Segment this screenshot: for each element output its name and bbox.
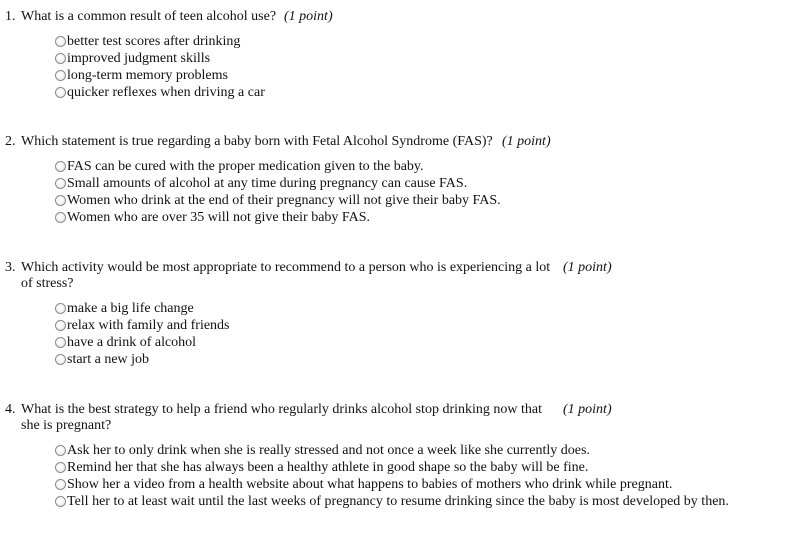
question-points: (1 point)	[284, 9, 333, 24]
answer-option-label: quicker reflexes when driving a car	[67, 84, 265, 100]
answer-option[interactable]	[55, 84, 265, 101]
question-text	[21, 260, 550, 292]
radio-button-icon[interactable]	[55, 87, 66, 98]
radio-button-icon[interactable]	[55, 161, 66, 172]
answer-option[interactable]	[55, 50, 265, 67]
radio-button-icon[interactable]	[55, 337, 66, 348]
radio-button-icon[interactable]	[55, 445, 66, 456]
radio-button-icon[interactable]	[55, 496, 66, 507]
answer-options	[55, 442, 729, 510]
question-points: (1 point)	[502, 134, 551, 149]
answer-option-label: Ask her to only drink when she is really stressed and not once a week like she currently does.	[67, 442, 590, 458]
radio-button-icon[interactable]	[55, 303, 66, 314]
question-points: (1 point)	[563, 260, 612, 275]
radio-button-icon[interactable]	[55, 53, 66, 64]
answer-option-label: improved judgment skills	[67, 50, 211, 66]
question-number: 4.	[5, 402, 16, 417]
answer-option[interactable]	[55, 33, 265, 50]
radio-button-icon[interactable]	[55, 479, 66, 490]
radio-button-icon[interactable]	[55, 212, 66, 223]
radio-button-icon[interactable]	[55, 36, 66, 47]
answer-option[interactable]	[55, 67, 265, 84]
answer-option-label: better test scores after drinking	[67, 33, 241, 49]
question-number: 1.	[5, 9, 16, 24]
radio-button-icon[interactable]	[55, 70, 66, 81]
answer-option-label: Women who are over 35 will not give their baby FAS.	[67, 209, 371, 225]
answer-option[interactable]	[55, 317, 230, 334]
answer-option-label: have a drink of alcohol	[67, 334, 197, 350]
question-text-line: What is a common result of teen alcohol use?	[21, 9, 277, 24]
answer-option-label: Show her a video from a health website about what happens to babies of mothers who drink while pregnant.	[67, 476, 673, 492]
answer-option-label: long-term memory problems	[67, 67, 228, 83]
question-points: (1 point)	[563, 402, 612, 417]
answer-option-label: Small amounts of alcohol at any time during pregnancy can cause FAS.	[67, 175, 468, 191]
answer-option-label: start a new job	[67, 351, 150, 367]
question-text-line: Which statement is true regarding a baby born with Fetal Alcohol Syndrome (FAS)?	[21, 134, 493, 149]
answer-option-label: Tell her to at least wait until the last weeks of pregnancy to resume drinking since the baby is most developed by then.	[67, 493, 729, 509]
answer-option[interactable]	[55, 442, 729, 459]
question-text	[21, 402, 542, 434]
radio-button-icon[interactable]	[55, 320, 66, 331]
question-text-line: What is the best strategy to help a friend who regularly drinks alcohol stop drinking now that	[21, 402, 542, 417]
question-text-line: Which activity would be most appropriate to recommend to a person who is experiencing a lot	[21, 260, 551, 275]
answer-option[interactable]	[55, 158, 501, 175]
answer-option-label: make a big life change	[67, 300, 194, 316]
answer-options	[55, 300, 230, 368]
answer-option-label: Remind her that she has always been a healthy athlete in good shape so the baby will be fine.	[67, 459, 589, 475]
answer-option[interactable]	[55, 351, 230, 368]
question-number: 3.	[5, 260, 16, 275]
question-number: 2.	[5, 134, 16, 149]
question-text-line: of stress?	[21, 276, 74, 291]
question-text-line: she is pregnant?	[21, 418, 112, 433]
radio-button-icon[interactable]	[55, 462, 66, 473]
answer-option[interactable]	[55, 192, 501, 209]
answer-option[interactable]	[55, 209, 501, 226]
question-text	[21, 9, 276, 25]
radio-button-icon[interactable]	[55, 195, 66, 206]
answer-options	[55, 158, 501, 226]
question-text	[21, 134, 493, 150]
answer-option[interactable]	[55, 459, 729, 476]
answer-option-label: Women who drink at the end of their pregnancy will not give their baby FAS.	[67, 192, 501, 208]
answer-option[interactable]	[55, 334, 230, 351]
answer-option-label: FAS can be cured with the proper medication given to the baby.	[67, 158, 424, 174]
answer-option[interactable]	[55, 300, 230, 317]
radio-button-icon[interactable]	[55, 354, 66, 365]
answer-option-label: relax with family and friends	[67, 317, 230, 333]
answer-option[interactable]	[55, 175, 501, 192]
answer-options	[55, 33, 265, 101]
answer-option[interactable]	[55, 476, 729, 493]
radio-button-icon[interactable]	[55, 178, 66, 189]
answer-option[interactable]	[55, 493, 729, 510]
